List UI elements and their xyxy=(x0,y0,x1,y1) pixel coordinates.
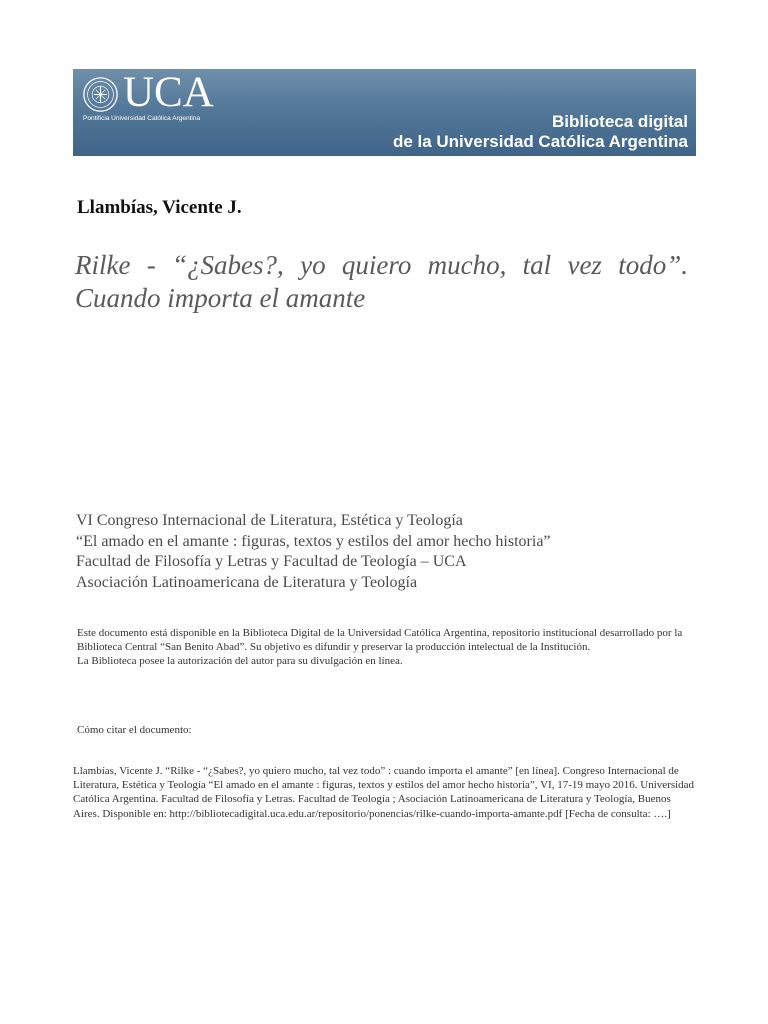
citation-text[interactable]: Llambías, Vicente J. “Rilke - “¿Sabes?, yo quiero mucho, tal vez todo” : cuando importa el amante” [en línea]. Congreso Internacional de Literatura, Estética y Teología “El amado en el amante : figuras, textos y estilos del amor hecho historia”, VI, 17-19 mayo 2016. Universidad Católica Argentina. Facultad de Filosofía y Letras. Facultad de Teología ; Asociación Latinoamericana de Literatura y Teología, Buenos Aires. Disponible en: http://bibliotecadigital.uca.edu.ar/repositorio/ponencias/rilke-cuando-importa-amante.pdf [Fecha de consulta: ….] xyxy=(73,765,695,820)
uca-seal-icon xyxy=(82,76,119,113)
availability-notice xyxy=(77,626,697,668)
library-title-line2: de la Universidad Católica Argentina xyxy=(392,132,688,151)
event-line: “El amado en el amante : figuras, textos y estilos del amor hecho historia” xyxy=(76,532,551,550)
document-author: Llambías, Vicente J. xyxy=(77,197,242,218)
citation-label: Cómo citar el documento: xyxy=(77,724,192,736)
event-info xyxy=(76,511,696,593)
event-line: Asociación Latinoamericana de Literatura y Teología xyxy=(76,573,418,591)
uca-logo-text: UCA xyxy=(123,69,214,116)
event-line: Facultad de Filosofía y Letras y Facultad de Teología – UCA xyxy=(76,553,467,570)
library-title-line1: Biblioteca digital xyxy=(551,112,688,131)
library-banner xyxy=(73,69,696,156)
event-line: VI Congreso Internacional de Literatura, Estética y Teología xyxy=(76,512,463,529)
uca-logo-subtitle: Pontificia Universidad Católica Argentina xyxy=(83,115,201,122)
document-title: Rilke - “¿Sabes?, yo quiero mucho, tal vez todo”. Cuando importa el amante xyxy=(75,250,688,313)
notice-paragraph: Este documento está disponible en la Biblioteca Digital de la Universidad Católica Argentina, repositorio institucional desarrollado por la Biblioteca Central “San Benito Abad”. Su objetivo es difundir y preservar la producción intelectual de la Institución. xyxy=(77,627,683,653)
notice-paragraph: La Biblioteca posee la autorización del autor para su divulgación en línea. xyxy=(77,655,403,667)
